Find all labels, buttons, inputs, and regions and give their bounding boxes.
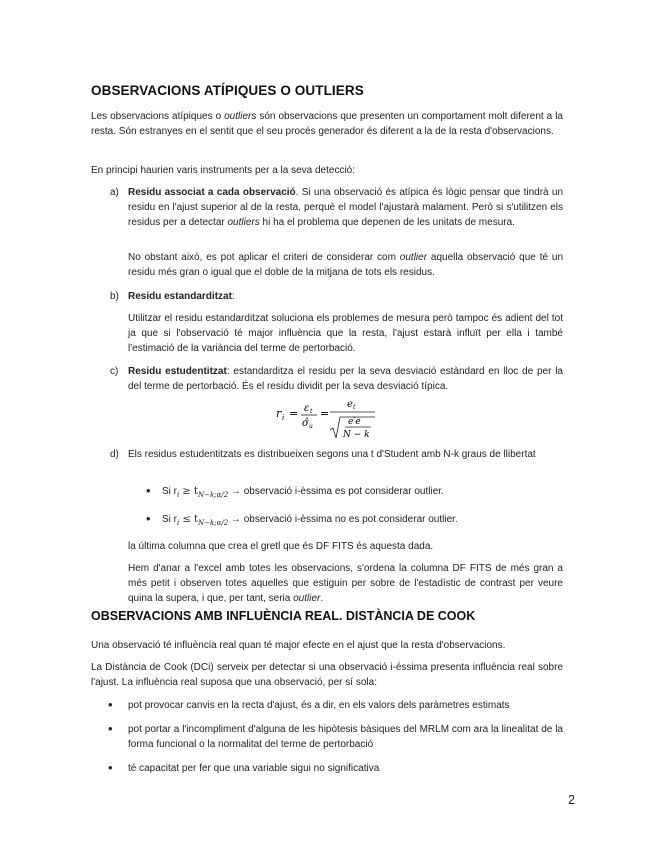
bullet-d-2-text: → observació i-èssima no es pot considerar outlier. <box>228 514 458 525</box>
formula-lhs-sub: i <box>282 414 285 422</box>
list-label-c: c) <box>110 366 119 377</box>
bullet-d-2-tsub: N−k; <box>198 519 217 527</box>
formula-den2-bot: N − k <box>343 430 370 440</box>
formula-num1: ε <box>304 403 310 414</box>
bullet-d-1-glyph: • <box>146 483 151 498</box>
section-title-outliers: OBSERVACIONS ATÍPIQUES O OUTLIERS <box>91 83 364 98</box>
cook-bullet-1: pot provocar canvis en la recta d'ajust, és a dir, en els valors dels paràmetres estimats <box>128 700 510 711</box>
cook-bullet-3-glyph: • <box>108 760 113 775</box>
bullet-d-1-tfrac: α/2 <box>216 491 229 499</box>
cook-bullet-3: té capacitat per fer que una variable sigui no significativa <box>128 763 380 774</box>
after-d-paragraph-2: Hem d'anar a l'excel amb totes les observacions, s'ordena la columna DF FITS de més gran a més petit i observen totes aquelles que estiguin per sobre de l'estadístic de contrast per veure quina la supera, i que, per tant, seria outlier. <box>128 563 563 605</box>
formula-den1-sub: u <box>309 423 313 430</box>
bullet-d-2-cond: Si r <box>162 514 177 525</box>
bullet-d-2-rel: ≤ t <box>179 514 199 525</box>
list-item-b-paragraph-2: Utilitzar el residu estandarditzat soluciona els problemes de mesura però tampoc és adient del tot ja que si l'observació té major influència que la resta, l'ajust estarà influït per ella i també l'estimació de la variància del terme de pertorbació. <box>128 313 563 355</box>
bullet-d-2 <box>162 512 562 531</box>
formula-lhs: r <box>276 407 282 420</box>
bullet-d-1-cond-sub: i <box>177 491 180 499</box>
bullet-d-2-tfrac: α/2 <box>216 519 229 527</box>
cook-bullet-2: pot portar a l'incompliment d'alguna de les hipòtesis bàsiques del MRLM com ara la linealitat de la forma funcional o la normalitat del terme de pertorbació <box>128 724 563 751</box>
list-item-a-paragraph-2: No obstant això, es pot aplicar el criteri de considerar com outlier aquella observació que té un residu més gran o igual que el doble de la mitjana de tots els residus. <box>128 252 563 279</box>
list-item-c <box>128 364 563 394</box>
list-item-b <box>128 289 563 304</box>
list-item-a: Residu associat a cada observació. Si una observació és atípica és lògic pensar que tindrà un residu en l'ajust superior al de la resta, perquè el model l'ajustarà malament. Però si s'utilitzen els residus per a detectar outliers hi ha el problema que depenen de les unitats de mesura. <box>128 187 564 229</box>
section-title-cook: OBSERVACIONS AMB INFLUÈNCIA REAL. DISTÀNCIA DE COOK <box>91 609 476 623</box>
cook-paragraph-1: Una observació té influència real quan té major efecte en el ajust que la resta d'observacions. <box>91 640 506 651</box>
studentized-residual-formula <box>272 393 392 441</box>
bullet-d-1 <box>162 484 562 503</box>
cook-bullet-2-glyph: • <box>108 721 113 736</box>
formula-num1-sub: t <box>310 408 313 415</box>
bullet-d-1-tsub: N−k; <box>198 491 217 499</box>
item-c-heading: Residu estudentitzat <box>128 366 227 377</box>
bullet-d-2-glyph: • <box>146 511 151 526</box>
list-label-b: b) <box>110 291 119 302</box>
item-b-colon: : <box>231 291 235 302</box>
intro-paragraph-1: Les observacions atípiques o outliers són observacions que presenten un comportament molt diferent a la resta. Són estranyes en el sentit que el seu procés generador és diferent a la de la resta d'observacions. <box>91 111 563 138</box>
bullet-d-2-cond-sub: i <box>177 519 180 527</box>
item-a-heading: Residu associat a cada observació <box>128 187 296 198</box>
formula-den2-top: e′e <box>348 417 361 427</box>
list-item-d: Els residus estudentitzats es distribueixen segons una t d'Student amb N-k graus de llibertat <box>128 449 536 460</box>
intro-paragraph-2: En principi haurien varis instruments per a la seva detecció: <box>91 165 356 176</box>
formula-den1: σ̂ <box>302 418 309 429</box>
formula-eq1: = <box>289 407 299 420</box>
list-label-a: a) <box>110 187 119 198</box>
formula-num2: e <box>347 399 353 410</box>
item-b-heading: Residu estandarditzat <box>128 291 232 302</box>
after-d-paragraph-1: la última columna que crea el gretl que és DF FITS és aquesta dada. <box>128 541 434 552</box>
formula-eq2: = <box>320 407 330 420</box>
bullet-d-1-cond: Si r <box>162 486 177 497</box>
bullet-d-1-text: → observació i-èssima es pot considerar outlier. <box>228 486 444 497</box>
cook-paragraph-2: La Distància de Cook (DCi) serveix per detectar si una observació i-éssima presenta influència real sobre l'ajust. La influència real suposa que una observació, per sí sola: <box>91 662 563 689</box>
cook-bullet-1-glyph: • <box>108 697 113 712</box>
bullet-d-1-rel: ≥ t <box>179 486 199 497</box>
formula-num2-sub: t <box>353 404 356 411</box>
item-c-text: : estandarditza el residu per la seva desviació estàndard en lloc de per la del terme de pertorbació. És el residu dividit per la seva desviació típica. <box>128 366 563 393</box>
page-number: 2 <box>568 793 575 807</box>
list-label-d: d) <box>110 449 119 460</box>
